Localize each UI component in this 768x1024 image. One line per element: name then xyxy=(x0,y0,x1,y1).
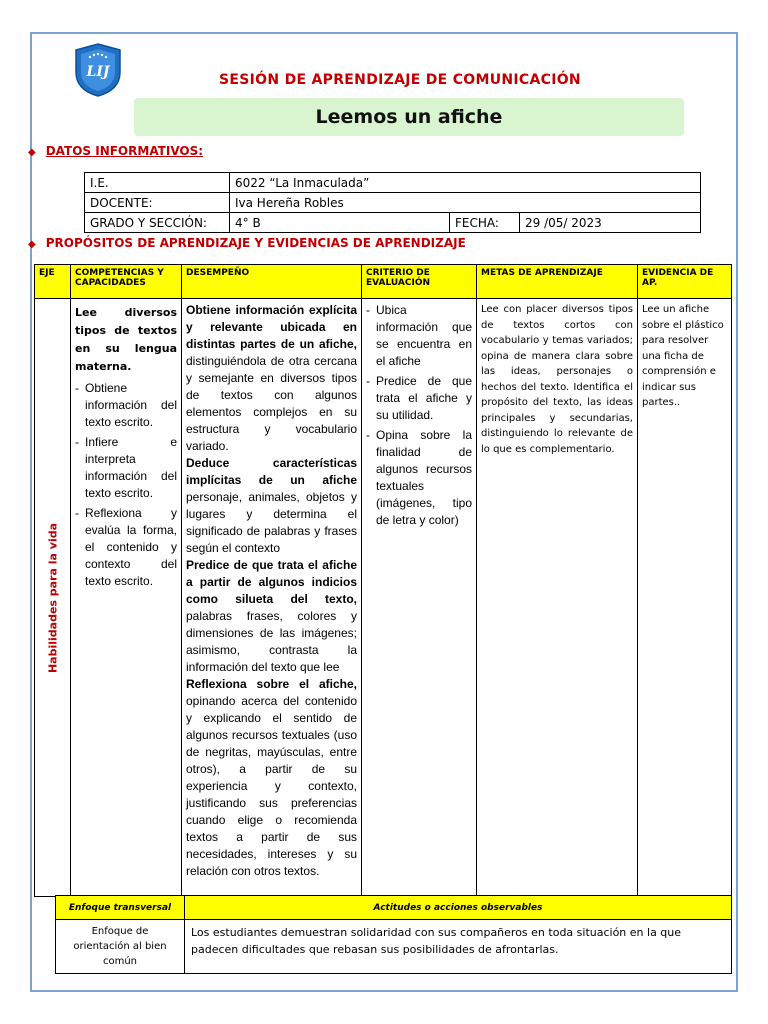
header-evidencia: EVIDENCIA DE AP. xyxy=(638,265,732,299)
fecha-value: 29 /05/ 2023 xyxy=(520,213,701,233)
list-item: - Obtiene información del texto escrito. xyxy=(75,380,177,431)
info-table xyxy=(84,172,701,233)
eje-cell xyxy=(35,299,71,897)
capacidades-list xyxy=(75,380,177,590)
docente-value: Iva Hereña Robles xyxy=(230,193,701,213)
section-datos: ◆ DATOS INFORMATIVOS: xyxy=(28,144,204,158)
criterios-list xyxy=(366,302,472,529)
header-criterio: CRITERIO DE EVALUACIÓN xyxy=(362,265,477,299)
ie-value: 6022 “La Inmaculada” xyxy=(230,173,701,193)
criterio-cell xyxy=(362,299,477,897)
enfoque-actitud: Los estudiantes demuestran solidaridad con sus compañeros en toda situación en la que padecen dificultades que rebasan sus posibilidades de afrontarlas. xyxy=(185,920,732,974)
list-item: - Reflexiona y evalúa la forma, el contenido y contexto del texto escrito. xyxy=(75,505,177,590)
bullet-icon: ◆ xyxy=(28,239,36,250)
section-propositos: ◆ PROPÓSITOS DE APRENDIZAJE Y EVIDENCIAS DE APRENDIZAJE xyxy=(28,236,466,250)
learning-table xyxy=(34,264,732,897)
school-shield-logo xyxy=(72,42,124,98)
eje-value: Habilidades para la vida xyxy=(46,522,59,673)
table-header-row xyxy=(35,265,732,299)
header-metas: METAS DE APRENDIZAJE xyxy=(477,265,638,299)
enfoque-name: Enfoque de orientación al bien común xyxy=(56,920,185,974)
session-subtitle: Leemos un afiche xyxy=(134,98,684,136)
table-row xyxy=(35,299,732,897)
grado-label: GRADO Y SECCIÓN: xyxy=(85,213,230,233)
header-competencias: COMPETENCIAS Y CAPACIDADES xyxy=(71,265,182,299)
header-desempeno: DESEMPEÑO xyxy=(182,265,362,299)
ie-label: I.E. xyxy=(85,173,230,193)
competencias-cell xyxy=(71,299,182,897)
bullet-icon: ◆ xyxy=(28,147,36,158)
grado-value: 4° B xyxy=(230,213,450,233)
session-title: SESIÓN DE APRENDIZAJE DE COMUNICACIÓN xyxy=(219,72,581,88)
desempeno-item: Predice de que trata el afiche a partir de algunos indicios como silueta del texto, palabras frases, colores y dimensiones de las imágenes; asimismo, contrasta la información del texto que lee xyxy=(186,558,357,674)
desempeno-item: Reflexiona sobre el afiche, opinando acerca del contenido y explicando el sentido de algunos recursos textuales (uso de negritas, mayúsculas, entre otros), a partir de su experiencia y contexto, justificando sus preferencias cuando elige o recomienda textos a partir de sus necesidades, intereses y su relación con otros textos. xyxy=(186,677,357,878)
evidencia-cell: Lee un afiche sobre el plástico para resolver una ficha de comprensión e indicar sus partes.. xyxy=(638,299,732,897)
list-item: - Infiere e interpreta información del texto escrito. xyxy=(75,434,177,502)
desempeno-item: Obtiene información explícita y relevante ubicada en distintas partes de un afiche, distinguiéndola de otra cercana y semejante en diversos tipos de textos con algunos elementos complejos en su estructura y vocabulario variado. xyxy=(186,303,357,453)
list-item: - Predice de que trata el afiche y su utilidad. xyxy=(366,373,472,424)
enfoque-header-left: Enfoque transversal xyxy=(56,896,185,920)
list-item: - Opina sobre la finalidad de algunos recursos textuales (imágenes, tipo de letra y color) xyxy=(366,427,472,529)
metas-cell: Lee con placer diversos tipos de textos cortos con vocabulario y temas variados; opina de manera clara sobre las ideas, personajes o hechos del texto. Identifica el propósito del texto, las ideas principales y secundarias, distinguiendo lo relevante de lo que es complementario. xyxy=(477,299,638,897)
enfoque-header-right: Actitudes o acciones observables xyxy=(185,896,732,920)
docente-label: DOCENTE: xyxy=(85,193,230,213)
competencia-title: Lee diversos tipos de textos en su lengua materna. xyxy=(75,306,177,373)
enfoque-table xyxy=(55,895,732,974)
fecha-label: FECHA: xyxy=(450,213,520,233)
list-item: - Ubica información que se encuentra en el afiche xyxy=(366,302,472,370)
desempeno-cell xyxy=(182,299,362,897)
svg-text:LIJ: LIJ xyxy=(86,64,110,80)
desempeno-item: Deduce características implícitas de un afiche personaje, animales, objetos y lugares y determina el significado de palabras y frases según el contexto xyxy=(186,456,357,555)
header-eje: EJE xyxy=(35,265,71,299)
